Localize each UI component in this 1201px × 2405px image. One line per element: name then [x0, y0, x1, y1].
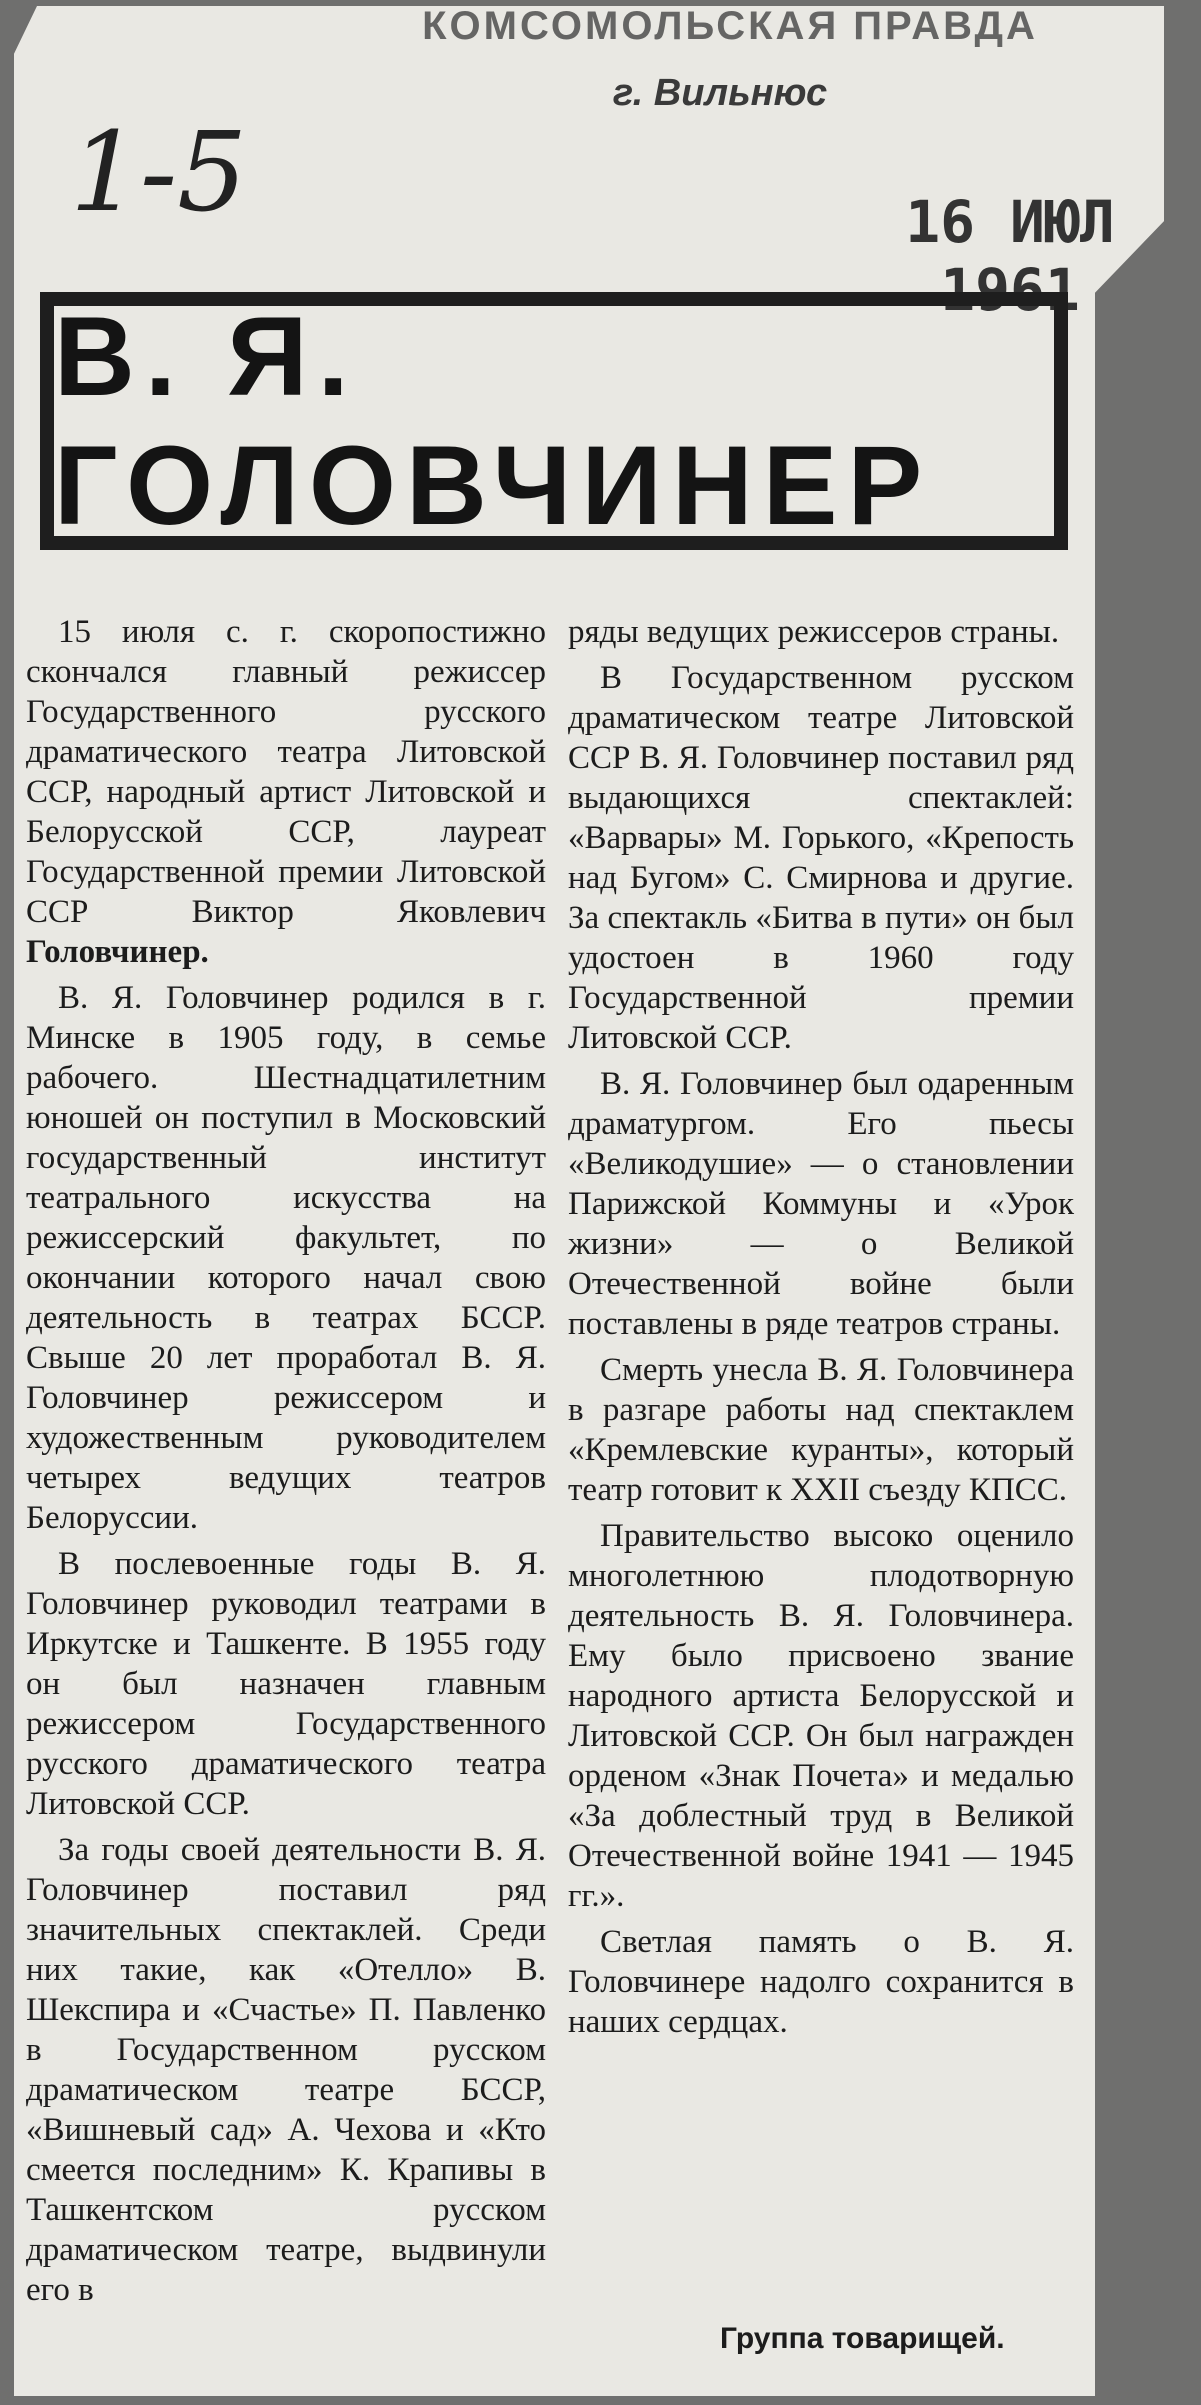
handwritten-mark: [60, 90, 460, 280]
paragraph: В. Я. Головчинер был одаренным драматургом. Его пьесы «Великодушие» — о становлении Парижской Коммуны и «Урок жизни» — о Великой Отечественной войне были поставлены в ряде театров страны.: [568, 1066, 1074, 1342]
paragraph: Светлая память о В. Я. Головчинере надолго сохранится в наших сердцах.: [568, 1924, 1074, 2040]
paragraph: За годы своей деятельности В. Я. Головчинер поставил ряд значительных спектаклей. Среди них такие, как «Отелло» В. Шекспира и «Счастье» П. Павленко в Государственном русском драматическом театре БССР, «Вишневый сад» А. Чехова и «Кто смеется последним» К. Крапивы в Ташкентском русском драматическом театре, выдвинули его в: [26, 1832, 546, 2308]
paragraph: Смерть унесла В. Я. Головчинера в разгаре работы над спектаклем «Кремлевские куранты», который театр готовит к XXII съезду КПСС.: [568, 1352, 1074, 1508]
signature: Группа товарищей.: [720, 2322, 1005, 2355]
paragraph: В послевоенные годы В. Я. Головчинер руководил театрами в Иркутске и Ташкенте. В 1955 году он был назначен главным режиссером Государственного русского драматического театра Литовской ССР.: [26, 1546, 546, 1822]
city-stamp: г. Вильнюс: [612, 72, 828, 114]
paragraph: ряды ведущих режиссеров страны.: [568, 614, 1060, 650]
paragraph: Правительство высоко оценило многолетнюю плодотворную деятельность В. Я. Головчинера. Ему было присвоено звание народного артиста Белорусской и Литовской ССР. Он был награжден орденом «Знак Почета» и медалью «За доблестный труд в Великой Отечественной войне 1941 — 1945 гг.».: [568, 1518, 1074, 1914]
paragraph: В. Я. Головчинер родился в г. Минске в 1905 году, в семье рабочего. Шестнадцатилетним юношей он поступил в Московский государственный институт театрального искусства на режиссерский факультет, по окончании которого начал свою деятельность в театрах БССР. Свыше 20 лет проработал В. Я. Головчинер режиссером и художественным руководителем четырех ведущих театров Белоруссии.: [26, 980, 546, 1536]
headline-box: [40, 292, 1068, 550]
headline-title: В. Я. ГОЛОВЧИНЕР: [54, 294, 933, 548]
left-column: [26, 612, 546, 2316]
deceased-name: Головчинер.: [26, 934, 209, 970]
date-stamp: 16 ИЮЛ 1961: [905, 188, 1115, 324]
right-column: [568, 612, 1074, 2048]
paragraph: В Государственном русском драматическом театре Литовской ССР В. Я. Головчинер поставил ряд выдающихся спектаклей: «Варвары» М. Горького, «Крепость над Бугом» С. Смирнова и другие. За спектакль «Битва в пути» он был удостоен в 1960 году Государственной премии Литовской ССР.: [568, 660, 1074, 1056]
newspaper-stamp: КОМСОМОЛЬСКАЯ ПРАВДА: [422, 4, 1038, 48]
paragraph: 15 июля с. г. скоропостижно скончался главный режиссер Государственного русского драматического театра Литовской ССР, народный артист Литовской и Белорусской ССР, лауреат Государственной премии Литовской ССР Виктор Яковлевич Головчинер.: [26, 614, 546, 970]
handwritten-mark-text: 1-5: [70, 108, 248, 236]
